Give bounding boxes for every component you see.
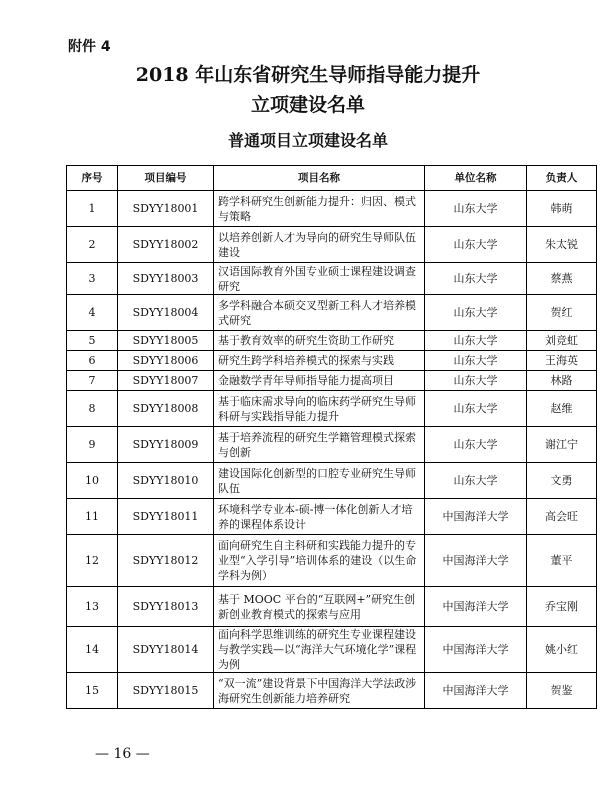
- page-title-line1: 2018 年山东省研究生导师指导能力提升: [135, 64, 481, 86]
- project-code: SDYY18015: [118, 673, 214, 709]
- attachment-label: 附件 4: [68, 39, 111, 55]
- project-name: 基于 MOOC 平台的“互联网+”研究生创新创业教育模式的探索与应用: [214, 587, 425, 627]
- table-row: [67, 673, 597, 709]
- leader-name: 乔宝刚: [527, 587, 597, 627]
- project-code: SDYY18003: [118, 263, 214, 295]
- unit-name: 山东大学: [425, 331, 527, 351]
- table-row: [67, 331, 597, 351]
- project-name: 面向研究生自主科研和实践能力提升的专业型“入学引导”培训体系的建设（以生命学科为例）: [214, 535, 425, 587]
- table-row: [67, 295, 597, 331]
- row-number: 7: [67, 371, 118, 391]
- project-code: SDYY18007: [118, 371, 214, 391]
- page-number: — 16 —: [95, 746, 150, 762]
- leader-name: 姚小红: [527, 627, 597, 673]
- table-header-row: [67, 166, 597, 191]
- header-name: 项目名称: [214, 166, 425, 191]
- header-code: 项目编号: [118, 166, 214, 191]
- table-row: [67, 227, 597, 263]
- project-code: SDYY18012: [118, 535, 214, 587]
- leader-name: 林路: [527, 371, 597, 391]
- header-leader: 负责人: [527, 166, 597, 191]
- table-row: [67, 371, 597, 391]
- project-name: 金融数学青年导师指导能力提高项目: [214, 371, 425, 391]
- unit-name: 山东大学: [425, 227, 527, 263]
- section-subtitle: 普通项目立项建设名单: [227, 131, 388, 150]
- project-name: 环境科学专业本-硕-博一体化创新人才培养的课程体系设计: [214, 499, 425, 535]
- table-row: [67, 263, 597, 295]
- project-name: 以培养创新人才为导向的研究生导师队伍建设: [214, 227, 425, 263]
- unit-name: 山东大学: [425, 371, 527, 391]
- project-code: SDYY18011: [118, 499, 214, 535]
- row-number: 1: [67, 191, 118, 227]
- project-name: 汉语国际教育外国专业硕士课程建设调查研究: [214, 263, 425, 295]
- unit-name: 山东大学: [425, 191, 527, 227]
- leader-name: 董平: [527, 535, 597, 587]
- project-code: SDYY18008: [118, 391, 214, 427]
- leader-name: 贺鉴: [527, 673, 597, 709]
- table-row: [67, 191, 597, 227]
- row-number: 12: [67, 535, 118, 587]
- project-code: SDYY18006: [118, 351, 214, 371]
- header-unit: 单位名称: [425, 166, 527, 191]
- row-number: 8: [67, 391, 118, 427]
- row-number: 11: [67, 499, 118, 535]
- unit-name: 中国海洋大学: [425, 627, 527, 673]
- row-number: 10: [67, 463, 118, 499]
- project-name: 研究生跨学科培养模式的探索与实践: [214, 351, 425, 371]
- table-row: [67, 463, 597, 499]
- unit-name: 中国海洋大学: [425, 673, 527, 709]
- row-number: 4: [67, 295, 118, 331]
- project-name: 基于教育效率的研究生资助工作研究: [214, 331, 425, 351]
- unit-name: 中国海洋大学: [425, 587, 527, 627]
- unit-name: 山东大学: [425, 351, 527, 371]
- leader-name: 王海英: [527, 351, 597, 371]
- table-row: [67, 587, 597, 627]
- project-code: SDYY18010: [118, 463, 214, 499]
- project-code: SDYY18009: [118, 427, 214, 463]
- leader-name: 高会旺: [527, 499, 597, 535]
- unit-name: 山东大学: [425, 295, 527, 331]
- table-row: [67, 351, 597, 371]
- project-code: SDYY18002: [118, 227, 214, 263]
- project-name: 基于临床需求导向的临床药学研究生导师科研与实践指导能力提升: [214, 391, 425, 427]
- project-name: 跨学科研究生创新能力提升：归因、模式与策略: [214, 191, 425, 227]
- project-name: 多学科融合本硕交叉型新工科人才培养模式研究: [214, 295, 425, 331]
- project-table: [66, 165, 597, 709]
- table-row: [67, 535, 597, 587]
- leader-name: 韩萌: [527, 191, 597, 227]
- project-code: SDYY18014: [118, 627, 214, 673]
- row-number: 5: [67, 331, 118, 351]
- project-name: 面向科学思维训练的研究生专业课程建设与教学实践—以“海洋大气环境化学”课程为例: [214, 627, 425, 673]
- row-number: 14: [67, 627, 118, 673]
- unit-name: 山东大学: [425, 263, 527, 295]
- page-title-line2: 立项建设名单: [250, 94, 365, 116]
- leader-name: 文勇: [527, 463, 597, 499]
- unit-name: 中国海洋大学: [425, 535, 527, 587]
- leader-name: 赵维: [527, 391, 597, 427]
- row-number: 2: [67, 227, 118, 263]
- unit-name: 山东大学: [425, 427, 527, 463]
- table-row: [67, 627, 597, 673]
- leader-name: 贺红: [527, 295, 597, 331]
- unit-name: 中国海洋大学: [425, 499, 527, 535]
- unit-name: 山东大学: [425, 391, 527, 427]
- unit-name: 山东大学: [425, 463, 527, 499]
- project-name: 基于培养流程的研究生学籍管理模式探索与创新: [214, 427, 425, 463]
- leader-name: 刘竞虹: [527, 331, 597, 351]
- leader-name: 谢江宁: [527, 427, 597, 463]
- row-number: 13: [67, 587, 118, 627]
- leader-name: 蔡燕: [527, 263, 597, 295]
- row-number: 9: [67, 427, 118, 463]
- row-number: 15: [67, 673, 118, 709]
- table-row: [67, 499, 597, 535]
- header-no: 序号: [67, 166, 118, 191]
- table-row: [67, 391, 597, 427]
- project-code: SDYY18004: [118, 295, 214, 331]
- row-number: 6: [67, 351, 118, 371]
- project-code: SDYY18001: [118, 191, 214, 227]
- leader-name: 朱太锐: [527, 227, 597, 263]
- project-name: “双一流”建设背景下中国海洋大学法政涉海研究生创新能力培养研究: [214, 673, 425, 709]
- table-row: [67, 427, 597, 463]
- project-code: SDYY18005: [118, 331, 214, 351]
- project-name: 建设国际化创新型的口腔专业研究生导师队伍: [214, 463, 425, 499]
- project-code: SDYY18013: [118, 587, 214, 627]
- row-number: 3: [67, 263, 118, 295]
